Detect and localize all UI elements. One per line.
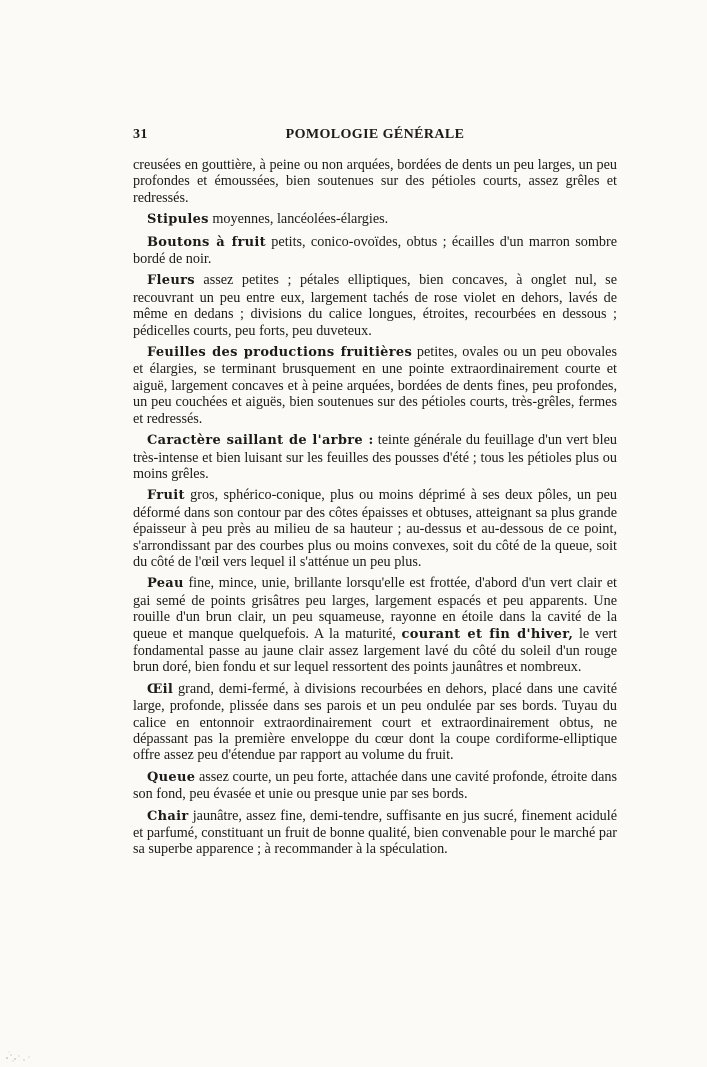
- paragraph-stipules: [133, 211, 617, 228]
- paragraph-queue: [133, 769, 617, 803]
- paragraph-lead: Stipules: [147, 212, 209, 228]
- paragraph-text: assez courte, un peu forte, attachée dans une cavité profonde, étroite dans son fond, peu évasée et unie ou presque unie par ses bords.: [133, 768, 617, 803]
- paragraph-chair: [133, 808, 617, 858]
- paragraph-text-after: le vert fondamental passe au jaune clair assez largement lavé du côté du soleil d'un rouge brun doré, bien fondu et sur lequel ressortent des points jaunâtres et nombreux.: [133, 625, 617, 676]
- paragraph-text: petits, conico-ovoïdes, obtus ; écailles d'un marron sombre bordé de noir.: [133, 233, 617, 268]
- paragraph-caractere: [133, 432, 617, 482]
- running-title: POMOLOGIE GÉNÉRALE: [285, 127, 465, 142]
- page-number: 31: [133, 127, 148, 142]
- paragraph-lead: Caractère saillant de l'arbre :: [147, 433, 374, 449]
- paragraph-lead: Fruit: [147, 488, 185, 504]
- paragraph-lead: Feuilles des productions fruitières: [147, 345, 413, 361]
- paragraph-text: fine, mince, unie, brillante lorsqu'elle est frottée, d'abord d'un vert clair et gai semé de points grisâtres peu larges, largement espacés et peu apparents. Une rouille d'un brun clair, un peu squameuse, rayonne en étoile dans la cavité de la queue et manque quelquefois. A la maturité,: [133, 575, 617, 642]
- paragraph-lead: Fleurs: [147, 273, 195, 289]
- paragraph-fruit: [133, 487, 617, 570]
- running-head: [133, 127, 617, 145]
- paragraph-bold-phrase: courant et fin d'hiver,: [401, 626, 574, 642]
- paragraph-oeil: [133, 681, 617, 764]
- paragraph-lead: Boutons à fruit: [147, 234, 266, 250]
- paragraph-lead: Chair: [147, 808, 189, 824]
- paragraph-boutons: [133, 234, 617, 268]
- paragraph-text: jaunâtre, assez fine, demi-tendre, suffisante en jus sucré, finement acidulé et parfumé, constituant un fruit de bonne qualité, bien convenable pour le marché par sa superbe apparence ; à recommander à la spéculation.: [133, 807, 617, 858]
- paragraph-continuation: [133, 157, 617, 206]
- paragraph-text: creusées en gouttière, à peine ou non arquées, bordées de dents un peu larges, un peu profondes et émoussées, bien soutenues sur des pétioles courts, assez grêles et redressés.: [133, 157, 617, 206]
- paragraph-feuilles: [133, 344, 617, 427]
- paragraph-text: assez petites ; pétales elliptiques, bien concaves, à onglet nul, se recouvrant un peu entre eux, largement tachés de rose violet en dehors, lavés de même en dedans ; divisions du calice longues, étroites, recourbées en dessous ; pédicelles courts, peu forts, peu duveteux.: [133, 272, 617, 339]
- paragraph-lead: Peau: [147, 576, 184, 592]
- paragraph-lead: Œil: [147, 681, 174, 697]
- paragraph-peau: [133, 575, 617, 675]
- paragraph-text: moyennes, lancéolées-élargies.: [208, 211, 389, 228]
- paragraph-lead: Queue: [147, 769, 196, 785]
- scan-speckle: [4, 1040, 44, 1064]
- body-text: [133, 157, 617, 863]
- paragraph-text: grand, demi-fermé, à divisions recourbées en dehors, placé dans une cavité large, profonde, plissée dans ses parois et un peu ondulée par ses bords. Tuyau du calice en entonnoir extraordinairement court et extraordinairement obtus, ne dépassant pas la première enveloppe du cœur dont la coupe cordiforme-elliptique offre assez peu d'étendue par rapport au volume du fruit.: [133, 680, 617, 764]
- paragraph-fleurs: [133, 272, 617, 339]
- paragraph-text: petites, ovales ou un peu obovales et élargies, se terminant brusquement en une pointe extraordinairement courte et aiguë, largement concaves et à peine arquées, bordées de dents fines, peu profondes, un peu couchées et aiguës, bien soutenues sur des pétioles courts, très-grêles, fermes et redressés.: [133, 344, 617, 427]
- paragraph-text: gros, sphérico-conique, plus ou moins déprimé à ses deux pôles, un peu déformé dans son contour par des côtes épaisses et obtuses, atteignant sa plus grande épaisseur à peu près au milieu de sa hauteur ; au-dessus et au-dessous de ce point, s'arrondissant par des courbes plus ou moins convexes, soit du côté de la queue, soit du côté de l'œil vers lequel il s'atténue un peu plus.: [133, 487, 617, 570]
- paragraph-text: teinte générale du feuillage d'un vert bleu très-intense et bien luisant sur les feuilles des pousses d'été ; tous les pétioles plus ou moins grêles.: [133, 432, 617, 482]
